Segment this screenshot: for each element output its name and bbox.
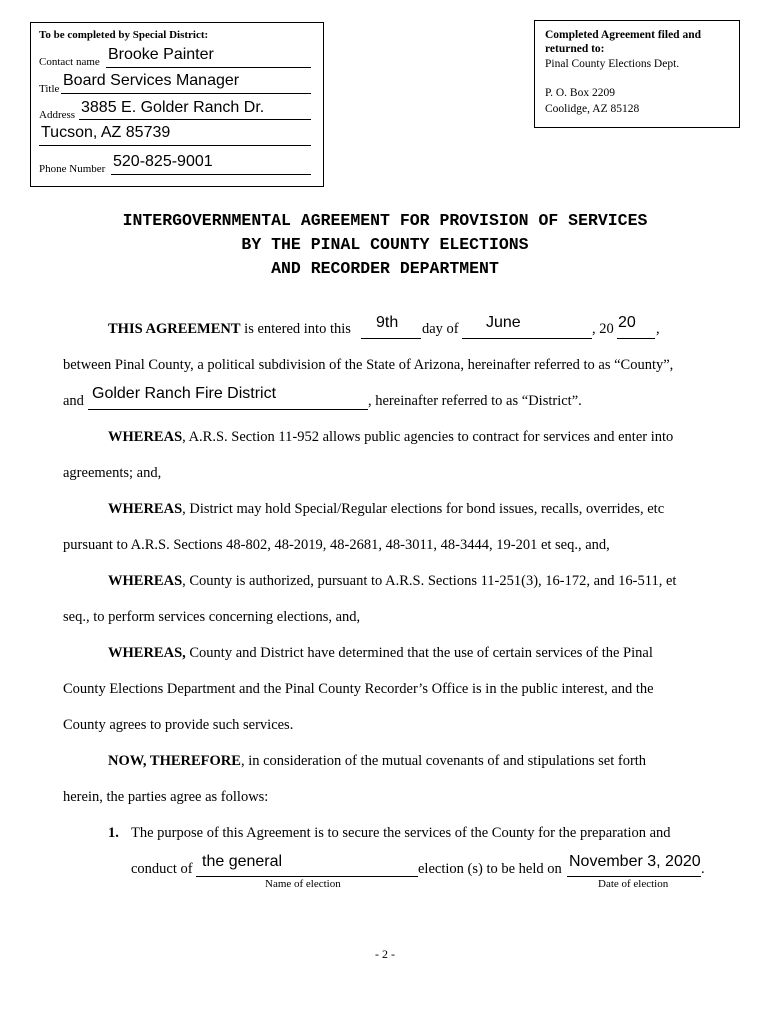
day-field[interactable]: 9th xyxy=(376,314,399,331)
address-line2-field[interactable]: Tucson, AZ 85739 xyxy=(41,124,171,141)
whereas-4-text: County and District have determined that the use of certain services of the Pinal xyxy=(185,645,653,661)
entered-text: is entered into this xyxy=(244,321,351,337)
whereas-3-line1 xyxy=(108,573,676,590)
item-1-line1: The purpose of this Agreement is to secure the services of the County for the preparation and xyxy=(131,825,671,841)
whereas-1-line1 xyxy=(108,429,673,446)
contact-name-underline xyxy=(106,67,311,68)
filing-dept: Pinal County Elections Dept. xyxy=(545,58,680,70)
and-text: and xyxy=(63,393,84,409)
filing-city: Coolidge, AZ 85128 xyxy=(545,103,640,115)
title-field[interactable]: Board Services Manager xyxy=(63,72,240,89)
address-line2-underline xyxy=(39,145,311,146)
month-field[interactable]: June xyxy=(486,314,521,331)
filing-header-line2: returned to: xyxy=(545,43,605,55)
whereas-4-line3: County agrees to provide such services. xyxy=(63,717,294,733)
page-number: - 2 - xyxy=(375,947,395,961)
conduct-of-text: conduct of xyxy=(131,861,193,877)
address-label: Address xyxy=(39,109,76,121)
whereas-3-bold: WHEREAS xyxy=(108,573,183,589)
year-field[interactable]: 20 xyxy=(618,314,636,331)
this-agreement-bold: THIS AGREEMENT xyxy=(108,321,241,337)
district-box-header: To be completed by Special District: xyxy=(39,29,209,41)
phone-field[interactable]: 520-825-9001 xyxy=(113,153,213,170)
whereas-2-line2: pursuant to A.R.S. Sections 48-802, 48-2019, 48-2681, 48-3011, 48-3444, 19-201 et seq., and, xyxy=(63,537,610,553)
district-suffix: , hereinafter referred to as “District”. xyxy=(368,393,582,409)
filing-po-box: P. O. Box 2209 xyxy=(545,87,615,99)
month-underline xyxy=(462,338,592,339)
whereas-4-line2: County Elections Department and the Pinal County Recorder’s Office is in the public interest, and the xyxy=(63,681,654,697)
title-label: Title xyxy=(39,83,60,95)
day-underline xyxy=(361,338,421,339)
year-underline xyxy=(617,338,655,339)
district-name-underline xyxy=(88,409,368,410)
now-therefore-text: , in consideration of the mutual covenants of and stipulations set forth xyxy=(240,753,647,769)
now-therefore-bold: NOW, THEREFORE xyxy=(108,753,241,769)
whereas-2-line1 xyxy=(108,501,664,518)
whereas-2-bold: WHEREAS xyxy=(108,501,183,517)
title-underline xyxy=(61,93,311,94)
now-therefore-line1 xyxy=(108,753,646,770)
document-title-line2: BY THE PINAL COUNTY ELECTIONS xyxy=(241,235,529,254)
item-1-period: . xyxy=(701,861,705,877)
address-underline xyxy=(79,119,311,120)
election-held-text: election (s) to be held on xyxy=(418,861,562,877)
election-name-field[interactable]: the general xyxy=(202,853,283,870)
day-of-text: day of xyxy=(422,321,459,337)
filing-header-line1: Completed Agreement filed and xyxy=(545,29,701,41)
contact-name-field[interactable]: Brooke Painter xyxy=(108,46,214,63)
whereas-4-line1 xyxy=(108,645,653,662)
phone-label: Phone Number xyxy=(39,163,106,175)
now-therefore-line2: herein, the parties agree as follows: xyxy=(63,789,269,805)
whereas-3-text: , County is authorized, pursuant to A.R.S. Sections 11-251(3), 16-172, and 16-511, et xyxy=(182,573,677,589)
election-date-field[interactable]: November 3, 2020 xyxy=(569,853,701,870)
address-line1-field[interactable]: 3885 E. Golder Ranch Dr. xyxy=(81,99,265,116)
document-title-line1: INTERGOVERNMENTAL AGREEMENT FOR PROVISION OF SERVICES xyxy=(122,211,648,230)
whereas-1-bold: WHEREAS xyxy=(108,429,183,445)
document-title-line3: AND RECORDER DEPARTMENT xyxy=(271,259,499,278)
election-date-underline xyxy=(567,876,701,877)
election-date-caption: Date of election xyxy=(598,878,669,890)
year-prefix: , 20 xyxy=(592,321,614,337)
election-name-caption: Name of election xyxy=(265,878,341,890)
agreement-intro xyxy=(108,321,351,338)
filing-info-box xyxy=(534,20,740,128)
whereas-3-line2: seq., to perform services concerning elections, and, xyxy=(63,609,361,625)
whereas-2-text: , District may hold Special/Regular elections for bond issues, recalls, overrides, etc xyxy=(182,501,665,517)
district-info-box xyxy=(30,22,324,187)
phone-underline xyxy=(111,174,311,175)
whereas-1-text: , A.R.S. Section 11-952 allows public agencies to contract for services and enter into xyxy=(182,429,674,445)
contact-name-label: Contact name xyxy=(39,56,100,68)
between-line: between Pinal County, a political subdivision of the State of Arizona, hereinafter referred to as “County”, xyxy=(63,357,674,373)
item-1-number: 1. xyxy=(108,825,119,841)
election-name-underline xyxy=(196,876,418,877)
whereas-1-line2: agreements; and, xyxy=(63,465,162,481)
year-comma: , xyxy=(656,321,660,337)
whereas-4-bold: WHEREAS, xyxy=(108,645,186,661)
district-name-field[interactable]: Golder Ranch Fire District xyxy=(92,385,277,402)
